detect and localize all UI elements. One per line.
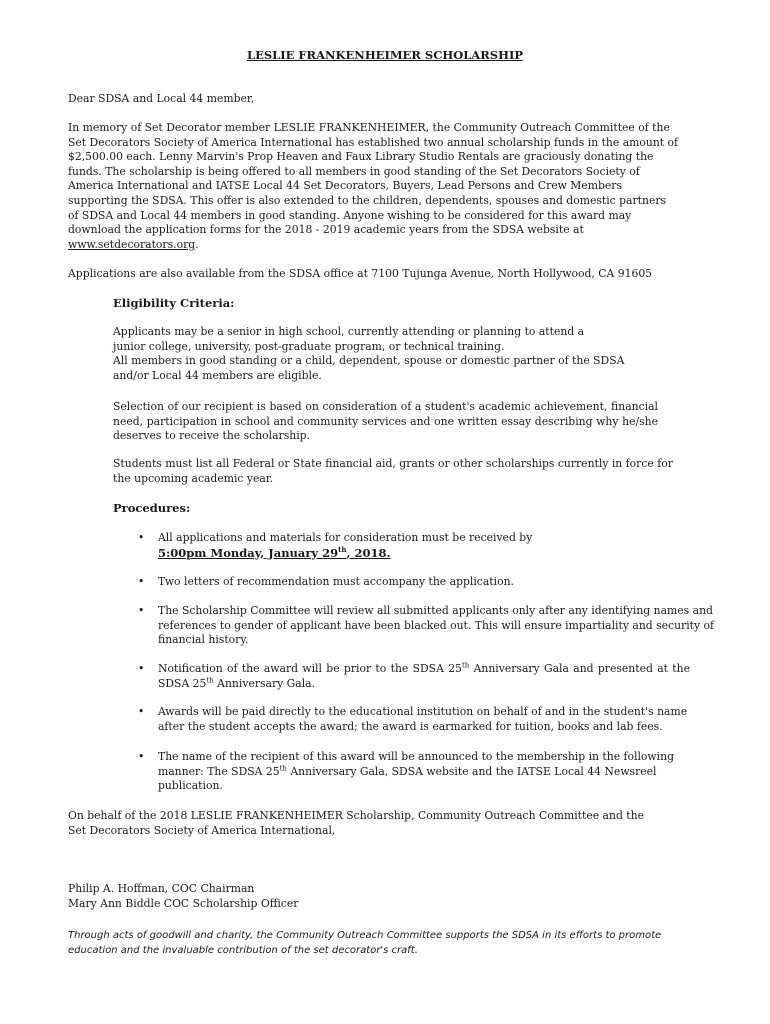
intro-line: of SDSA and Local 44 members in good standing. Anyone wishing to be considered for this award may	[68, 208, 632, 222]
eligibility-line: and/or Local 44 members are eligible.	[113, 368, 322, 382]
procedure-item: • Two letters of recommendation must accompany the application.	[138, 575, 514, 588]
bullet-icon: •	[138, 604, 145, 617]
eligibility-heading: Eligibility Criteria:	[113, 296, 235, 310]
intro-line: America International and IATSE Local 44 Set Decorators, Buyers, Lead Persons and Crew Members	[68, 179, 622, 193]
deadline: 5:00pm Monday, January 29th, 2018.	[158, 544, 391, 560]
document-title: LESLIE FRANKENHEIMER SCHOLARSHIP	[247, 48, 523, 62]
bullet-icon: •	[138, 705, 145, 718]
financial-line: the upcoming academic year.	[113, 471, 274, 485]
website-link[interactable]: www.setdecorators.org	[68, 237, 196, 251]
eligibility-line: Applicants may be a senior in high school, currently attending or planning to attend a	[113, 325, 585, 338]
greeting: Dear SDSA and Local 44 member,	[68, 92, 255, 105]
bullet-icon: •	[138, 531, 145, 544]
intro-line: $2,500.00 each. Lenny Marvin's Prop Heaven and Faux Library Studio Rentals are graciously donating the	[68, 150, 654, 164]
selection-line: deserves to receive the scholarship.	[113, 429, 310, 443]
eligibility-line: junior college, university, post-graduate program, or technical training.	[113, 339, 505, 353]
procedure-item: • Awards will be paid directly to the educational institution on behalf of and in the student's name after the student accepts the award; the award is earmarked for tuition, books and lab fees.	[138, 705, 688, 733]
procedure-item: • All applications and materials for consideration must be received by 5:00pm Monday, January 29th, 2018.	[138, 531, 690, 560]
bullet-icon: •	[138, 575, 145, 588]
procedures-heading: Procedures:	[113, 501, 191, 515]
procedure-item: • The Scholarship Committee will review all submitted applicants only after any identifying names and references to gender of applicant have been blacked out. This will ensure impartiality and security of financial history.	[138, 604, 715, 647]
selection-line: Selection of our recipient is based on consideration of a student's academic achievement, financial	[113, 400, 658, 413]
procedure-item: • The name of the recipient of this award will be announced to the membership in the following manner: The SDSA 25th Anniversary Gala, SDSA website and the IATSE Local 44 Newsreel publication.	[138, 750, 674, 793]
intro-line: Set Decorators Society of America International has established two annual scholarship funds in the amount of	[68, 135, 679, 149]
financial-aid-paragraph	[113, 457, 673, 486]
procedure-item: • Notification of the award will be prior to the SDSA 25th Anniversary Gala and presented at the SDSA 25th Anniversary Gala.	[138, 661, 690, 690]
signature-officer: Mary Ann Biddle COC Scholarship Officer	[68, 896, 299, 910]
closing-paragraph	[68, 809, 668, 838]
footer-note: Through acts of goodwill and charity, the Community Outreach Committee supports the SDSA in its efforts to promote education and the invaluable contribution of the set decorator's craft.	[68, 930, 662, 956]
selection-line: need, participation in school and community services and one written essay describing why he/she	[113, 414, 658, 428]
signature-block	[68, 882, 668, 911]
closing-line: Set Decorators Society of America International,	[68, 823, 336, 837]
intro-line: funds. The scholarship is being offered to all members in good standing of the Set Decorators Society of	[68, 164, 640, 178]
intro-paragraph: In memory of Set Decorator member LESLIE FRANKENHEIMER, the Community Outreach Committee of the Set Decorators Society of America International has established two annual scholarship funds in the amount of $2,500.00 each. Lenny Marvin's Prop Heaven and Faux Library Studio Rentals are graciously donating the funds. The scholarship is being offered to all members in good standing of the Set Decorators Society of America International and IATSE Local 44 Set Decorators, Buyers, Lead Persons and Crew Members supporting the SDSA. This offer is also extended to the children, dependents, spouses and domestic partners of SDSA and Local 44 members in good standing. Anyone wishing to be considered for this award may download the application forms for the 2018 - 2019 academic years from the SDSA website at www.setdecorators.org.	[68, 121, 679, 251]
bullet-icon: •	[138, 662, 145, 675]
intro-line: supporting the SDSA. This offer is also extended to the children, dependents, spouses and domestic partners	[68, 193, 667, 207]
intro-line: In memory of Set Decorator member LESLIE FRANKENHEIMER, the Community Outreach Committee of the	[68, 121, 670, 134]
selection-paragraph	[113, 400, 658, 444]
eligibility-line: All members in good standing or a child, dependent, spouse or domestic partner of the SDSA	[113, 354, 625, 368]
eligibility-criteria	[113, 325, 658, 383]
closing-line: On behalf of the 2018 LESLIE FRANKENHEIMER Scholarship, Community Outreach Committee and the	[68, 809, 644, 822]
financial-line: Students must list all Federal or State financial aid, grants or other scholarships currently in force for	[113, 457, 673, 470]
intro-line: download the application forms for the 2018 - 2019 academic years from the SDSA website at	[68, 223, 584, 237]
signature-chairman: Philip A. Hoffman, COC Chairman	[68, 882, 255, 895]
applications-availability: Applications are also available from the SDSA office at 7100 Tujunga Avenue, North Hollywood, CA 91605	[68, 267, 653, 280]
bullet-icon: •	[138, 750, 145, 763]
